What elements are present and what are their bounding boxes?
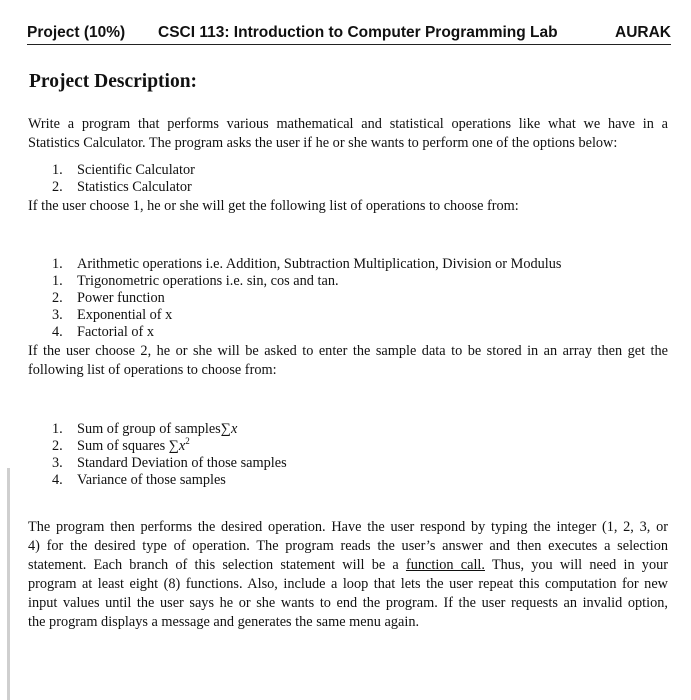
list-number: 1. bbox=[52, 273, 63, 289]
list-number: 4. bbox=[52, 324, 63, 340]
list-number: 4. bbox=[52, 472, 63, 488]
list-number: 2. bbox=[52, 179, 63, 195]
header-course-title: CSCI 113: Introduction to Computer Programming Lab bbox=[158, 24, 558, 41]
final-line-6: the program displays a message and generates the same menu again. bbox=[28, 614, 420, 630]
intro-line-2: Statistics Calculator. The program asks the user if he or she wants to perform one of the options below: bbox=[28, 135, 618, 151]
list-text: Arithmetic operations i.e. Addition, Subtraction Multiplication, Division or Modulus bbox=[77, 256, 562, 272]
final-line-3-end: Thus, you will need in your bbox=[484, 557, 669, 573]
list-number: 1. bbox=[52, 162, 63, 178]
sum-formula: ∑x bbox=[220, 421, 238, 437]
final-line-5: input values until the user says he or she wants to end the program. If the user requests an invalid option, bbox=[28, 595, 668, 611]
intro-paragraph bbox=[28, 115, 668, 153]
intro-line-1: Write a program that performs various mathematical and statistical operations like what we have in a bbox=[28, 116, 668, 132]
list-number: 1. bbox=[52, 256, 63, 272]
function-call-underlined: function call. bbox=[405, 557, 485, 573]
list-number: 2. bbox=[52, 290, 63, 306]
final-paragraph bbox=[28, 518, 668, 632]
list-number: 1. bbox=[52, 421, 63, 437]
superscript: 2 bbox=[185, 436, 190, 447]
choose-two-paragraph bbox=[28, 342, 668, 380]
list-text: Trigonometric operations i.e. sin, cos and tan. bbox=[77, 273, 339, 289]
choose-one-text: If the user choose 1, he or she will get the following list of operations to choose from: bbox=[28, 198, 519, 214]
document-header bbox=[27, 20, 671, 45]
left-margin-bar bbox=[7, 468, 10, 700]
list-text: Sum of group of samples bbox=[77, 421, 221, 437]
list-number: 3. bbox=[52, 455, 63, 471]
list-text-with-formula bbox=[77, 438, 190, 455]
list-text: Standard Deviation of those samples bbox=[77, 455, 287, 471]
final-line-2: 4) for the desired type of operation. The program reads the user’s answer and then executes a selection bbox=[28, 538, 668, 554]
choose-two-line-2: following list of operations to choose from: bbox=[28, 362, 277, 378]
section-heading: Project Description: bbox=[29, 71, 198, 92]
final-line-4: program at least eight (8) functions. Also, include a loop that lets the user repeat this computation for new bbox=[28, 576, 668, 592]
final-line-3-start: statement. Each branch of this selection statement will be a bbox=[28, 557, 406, 573]
list-text: Factorial of x bbox=[77, 324, 155, 340]
header-institution: AURAK bbox=[615, 24, 671, 41]
list-text: Statistics Calculator bbox=[77, 179, 192, 195]
list-text: Variance of those samples bbox=[77, 472, 226, 488]
list-text-with-formula bbox=[77, 421, 237, 438]
final-line-3 bbox=[28, 556, 668, 575]
list-number: 2. bbox=[52, 438, 63, 454]
list-number: 3. bbox=[52, 307, 63, 323]
header-project-weight: Project (10%) bbox=[27, 24, 126, 41]
list-text: Power function bbox=[77, 290, 165, 306]
list-text: Scientific Calculator bbox=[77, 162, 195, 178]
choose-two-line-1: If the user choose 2, he or she will be asked to enter the sample data to be stored in an array then get the bbox=[28, 343, 668, 359]
list-text: Exponential of x bbox=[77, 307, 173, 323]
list-text: Sum of squares bbox=[77, 438, 169, 454]
sum-squares-formula: ∑x bbox=[168, 438, 186, 454]
final-line-1: The program then performs the desired operation. Have the user respond by typing the integer (1, 2, 3, or bbox=[28, 519, 668, 535]
